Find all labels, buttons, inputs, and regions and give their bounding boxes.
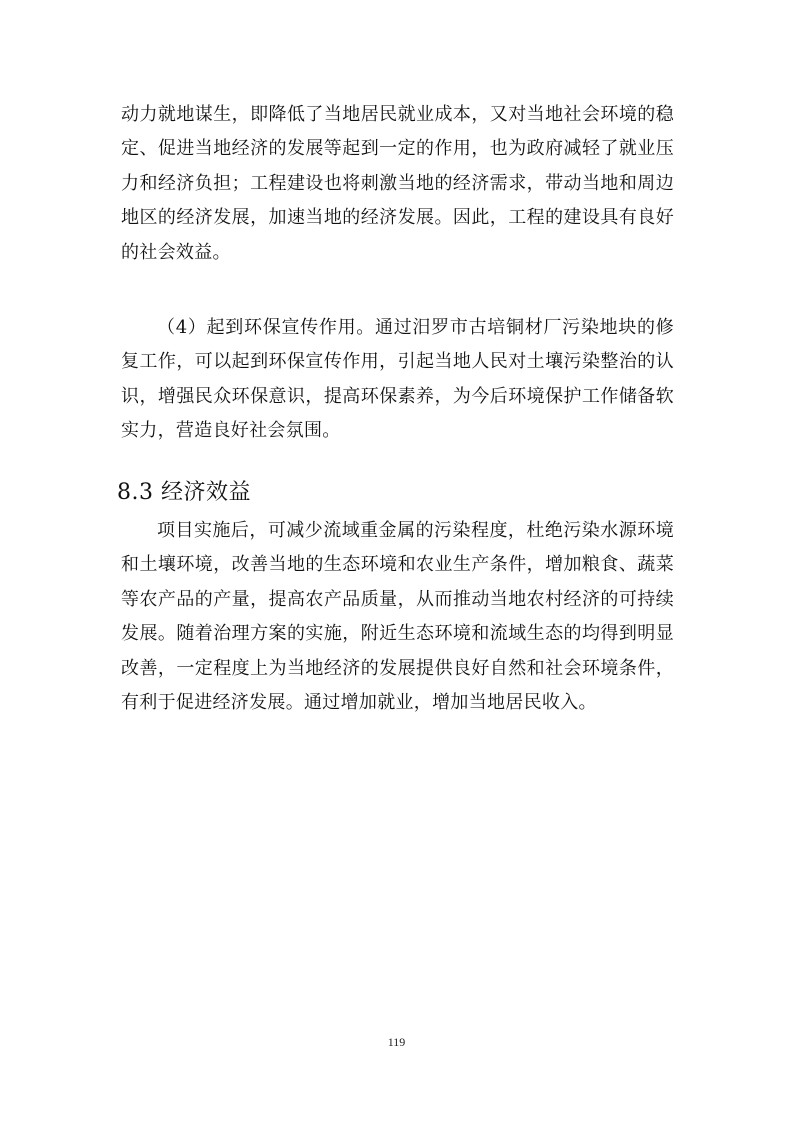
paragraph-economic-benefit: 项目实施后，可减少流域重金属的污染程度，杜绝污染水源环境和土壤环境，改善当地的生态环境和农业生产条件，增加粮食、蔬菜等农产品的产量，提高农产品质量，从而推动当地农村经济的可持续发展。随着治理方案的实施，附近生态环境和流域生态的均得到明显改善，一定程度上为当地经济的发展提供良好自然和社会环境条件，有利于促进经济发展。通过增加就业，增加当地居民收入。 <box>121 520 674 714</box>
page-number: 119 <box>387 1035 406 1049</box>
paragraph-social-benefit-continued: 动力就地谋生，即降低了当地居民就业成本，又对当地社会环境的稳定、促进当地经济的发展等起到一定的作用，也为政府减轻了就业压力和经济负担；工程建设也将刺激当地的经济需求，带动当地和周边地区的经济发展，加速当地的经济发展。因此，工程的建设具有良好的社会效益。 <box>121 104 674 263</box>
paragraph-environmental-publicity: （4）起到环保宣传作用。通过汨罗市古培铜材厂污染地块的修复工作，可以起到环保宣传作用，引起当地人民对土壤污染整治的认识，增强民众环保意识，提高环保素养，为今后环境保护工作储备软实力，营造良好社会氛围。 <box>121 317 674 442</box>
section-heading-economic-benefit: 8.3 经济效益 <box>117 480 251 505</box>
